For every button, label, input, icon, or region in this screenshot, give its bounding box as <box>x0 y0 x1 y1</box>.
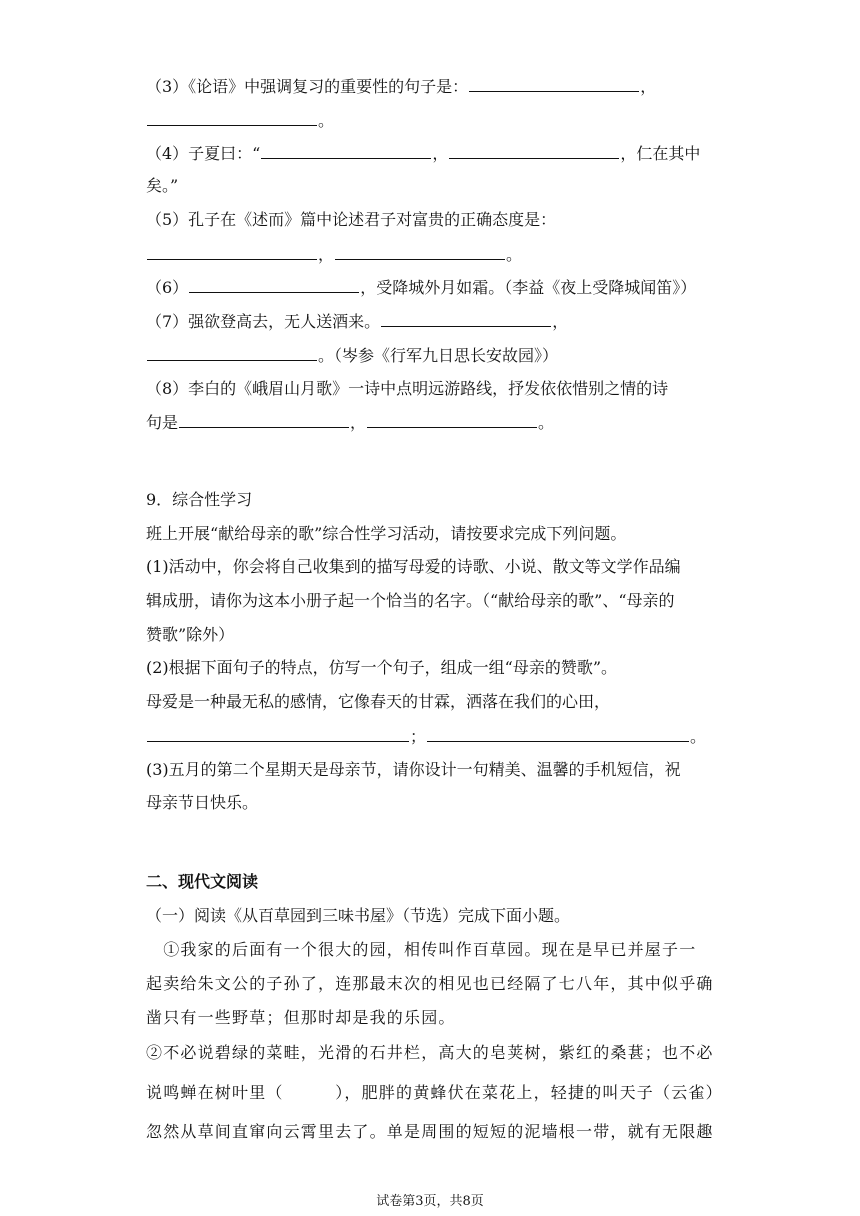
section-2-heading: 二、现代文阅读 <box>146 872 259 891</box>
answer-blank[interactable] <box>147 726 409 742</box>
question-4-line2: 矣。” <box>146 176 179 195</box>
section-9-p3-line1: (3)五月的第二个星期天是母亲节，请你设计一句精美、温馨的手机短信，祝 <box>146 760 681 779</box>
reading-para2-line2: 说鸣蝉在树叶里（ ），肥胖的黄蜂伏在菜花上，轻捷的叫天子（云雀） <box>146 1083 723 1102</box>
reading-para1-line2: 起卖给朱文公的子孙了，连那最末次的相见也已经隔了七八年，其中似乎确 <box>146 974 714 993</box>
question-7-line2: 。（岑参《行军九日思长安故园》） <box>146 345 718 366</box>
question-8-line2: 句是 ， 。 <box>146 413 555 432</box>
question-5-line1: （5）孔子在《述而》篇中论述君子对富贵的正确态度是： <box>146 210 557 229</box>
section-9-p2-line1: (2)根据下面句子的特点，仿写一个句子，组成一组“母亲的赞歌”。 <box>146 658 618 677</box>
section-9-p1-line3: 赞歌”除外） <box>146 625 235 644</box>
reading-para2-line1: ②不必说碧绿的菜畦，光滑的石井栏，高大的皂荚树，紫红的桑葚；也不必 <box>146 1043 714 1062</box>
answer-blank[interactable] <box>381 311 551 327</box>
section-9-title: 9．综合性学习 <box>146 490 253 509</box>
answer-blank[interactable] <box>189 277 359 293</box>
page-footer: 试卷第3页，共8页 <box>376 1194 484 1209</box>
answer-blank[interactable] <box>261 143 431 159</box>
question-5-line2: ， 。 <box>146 244 718 265</box>
answer-blank[interactable] <box>469 76 639 92</box>
section-9-p1-line2: 辑成册，请你为这本小册子起一个恰当的名字。（“献给母亲的歌”、“母亲的 <box>146 591 675 610</box>
question-3-line1: （3）《论语》中强调复习的重要性的句子是： ， <box>146 77 657 96</box>
section-9-p3-line2: 母亲节日快乐。 <box>146 793 259 812</box>
question-4-prompt: （4）子夏曰：“ <box>146 144 261 163</box>
answer-blank[interactable] <box>335 244 505 260</box>
section-9-intro: 班上开展“献给母亲的歌”综合性学习活动，请按要求完成下列问题。 <box>146 524 627 543</box>
question-3-line2: 。 <box>146 110 718 131</box>
answer-blank[interactable] <box>367 412 537 428</box>
question-3-prompt: （3）《论语》中强调复习的重要性的句子是： <box>146 77 469 96</box>
section-2-subheading: （一）阅读《从百草园到三味书屋》（节选）完成下面小题。 <box>146 906 571 925</box>
question-8-line1: （8）李白的《峨眉山月歌》一诗中点明远游路线，抒发依依惜别之情的诗 <box>146 379 669 398</box>
answer-blank[interactable] <box>179 412 349 428</box>
answer-blank[interactable] <box>147 244 317 260</box>
question-6-line: （6） ，受降城外月如霜。（李益《夜上受降城闻笛》） <box>146 278 697 297</box>
reading-para1-line1: ①我家的后面有一个很大的园，相传叫作百草园。现在是早已并屋子一 <box>146 940 697 959</box>
section-9-p2-answer: ； 。 <box>146 726 718 747</box>
section-9-p2-line2: 母爱是一种最无私的感情，它像春天的甘霖，洒落在我们的心田， <box>146 692 611 711</box>
answer-blank[interactable] <box>147 345 317 361</box>
section-9-p1-line1: (1)活动中，你会将自己收集到的描写母爱的诗歌、小说、散文等文学作品编 <box>146 557 681 576</box>
question-4-line1: （4）子夏曰：“ ， ，仁在其中 <box>146 144 701 163</box>
question-7-line1: （7）强欲登高去，无人送酒来。 ， <box>146 312 569 331</box>
reading-para2-line3: 忽然从草间直窜向云霄里去了。单是周围的短短的泥墙根一带，就有无限趣 <box>146 1122 714 1141</box>
answer-blank[interactable] <box>449 143 619 159</box>
answer-blank[interactable] <box>147 110 317 126</box>
answer-blank[interactable] <box>427 726 689 742</box>
reading-para1-line3: 凿只有一些野草；但那时却是我的乐园。 <box>146 1008 456 1027</box>
